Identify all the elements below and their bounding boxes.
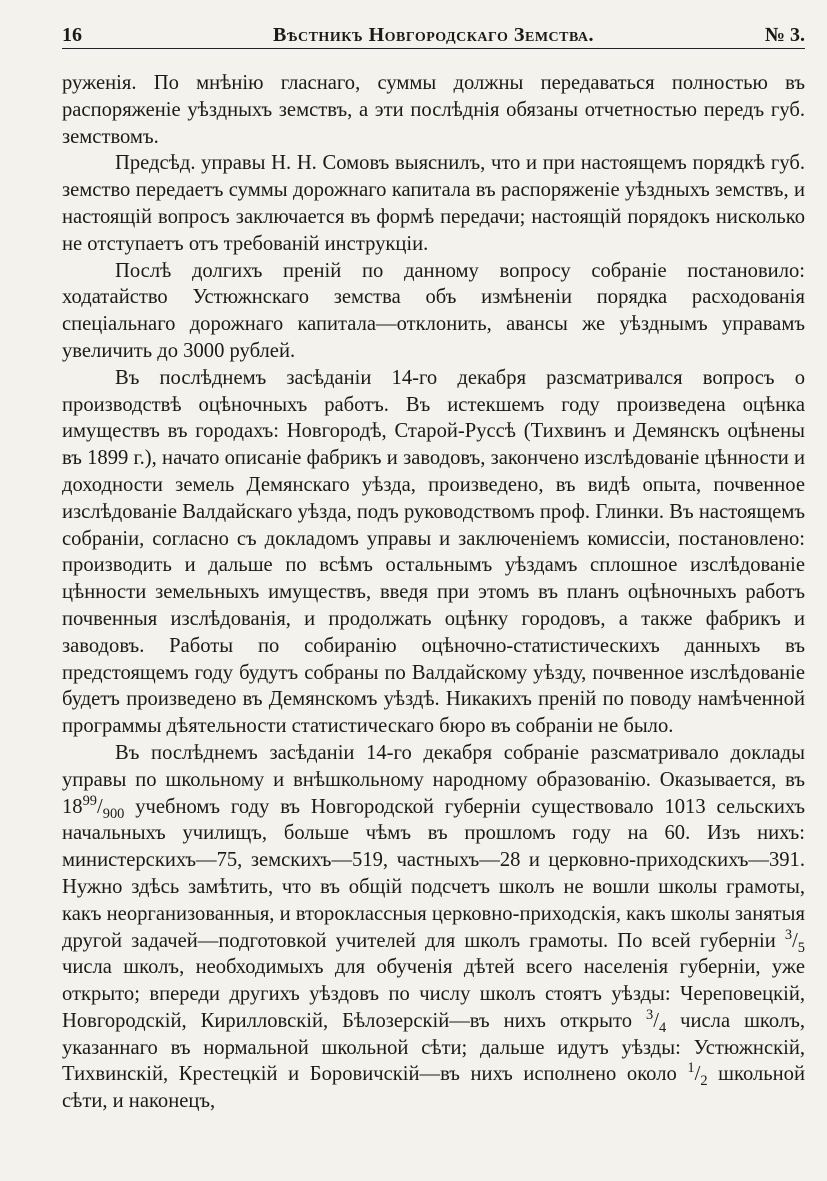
fraction-three-fifths-numerator: 3 (784, 926, 793, 943)
fraction-one-half-numerator: 1 (687, 1060, 695, 1077)
paragraph-1: руженія. По мнѣнію гласнаго, суммы должны передаваться полностью въ распоряженіе уѣздныхъ земствъ, а эти послѣднія обязаны отчетностью передъ губ. земствомъ. (62, 72, 805, 148)
journal-title: Вѣстникъ Новгородскаго Земства. (272, 24, 595, 46)
fraction-three-quarters-denominator: 4 (658, 1020, 667, 1036)
paragraph-5: Въ послѣднемъ засѣданіи 14-го декабря собраніе разсматривало доклады управы по школьному и внѣшкольному народному образованію. Оказывается, въ $18^{99}/_{900}$ учебномъ году въ Новгородской губерніи существовало 1013 сельскихъ начальныхъ училищъ, больше чѣмъ въ прошломъ году на 60. Изъ нихъ: министерскихъ—75, земскихъ—519, частныхъ—28 и церковно-приходскихъ—391. Нужно здѣсь замѣтить, что въ общій подсчетъ школъ не вошли школы грамоты, какъ неорганизованныя, и второклассныя церковно-приходскія, какъ школы занятыя другой задачей—подготовкой учителей для школъ грамоты. По всей губерніи $^3/_5$ числа школъ, необходимыхъ для обученія дѣтей всего населенія губерніи, уже открыто; впереди другихъ уѣздовъ по числу школъ стоятъ уѣзды: Череповецкій, Новгородскій, Кирилловскій, Бѣлозерскій—въ нихъ открыто $^3/_4$ числа школъ, указаннаго въ нормальной школьной сѣти; дальше идутъ уѣзды: Устюжнскій, Тихвинскій, Крестецкій и Боровичскій—въ нихъ исполнено около $^1/_2$ школьной сѣти, и наконецъ, (62, 741, 805, 1113)
article-body (62, 70, 805, 1115)
paragraph-2: Предсѣд. управы Н. Н. Сомовъ выяснилъ, что и при настоящемъ порядкѣ губ. земство передаетъ суммы дорожнаго капитала въ распоряженіе уѣздныхъ земствъ, и настоящій вопросъ заключается въ формѣ передачи; настоящій порядокъ нисколько не отступаетъ отъ требованій инструкціи. (62, 152, 805, 255)
paragraph-4: Въ послѣднемъ засѣданіи 14-го декабря разсматривался вопросъ о производствѣ оцѣночныхъ работъ. Въ истекшемъ году произведена оцѣнка имуществъ въ городахъ: Новгородѣ, Старой-Руссѣ (Тихвинъ и Демянскъ оцѣнены въ 1899 г.), начато описаніе фабрикъ и заводовъ, закончено изслѣдованіе цѣнности и доходности земель Демянскаго уѣзда, произведено, въ видѣ опыта, почвенное изслѣдованіе Валдайскаго уѣзда, подъ руководствомъ проф. Глинки. Въ настоящемъ собраніи, согласно съ докладомъ управы и заключеніемъ комиссіи, постановлено: производить и дальше по всѣмъ остальнымъ уѣздамъ сплошное изслѣдованіе цѣнности земельныхъ имуществъ, введя при этомъ въ планъ оцѣночныхъ работъ почвенныя изслѣдованія, и продолжать оцѣнку городовъ, а также фабрикъ и заводовъ. Работы по собиранію оцѣночно-статистическихъ данныхъ въ предстоящемъ году будутъ собраны по Валдайскому уѣзду, почвенное изслѣдованіе будетъ произведено въ Демянскомъ уѣздѣ. Никакихъ преній по поводу намѣченной программы дѣятельности статистическаго бюро въ собраніи не было. (62, 366, 805, 738)
year-fraction-denominator: 900 (102, 805, 125, 822)
fraction-one-half-denominator: 2 (700, 1073, 708, 1090)
year-fraction-numerator: 99 (82, 792, 97, 809)
issue-number: № 3. (764, 24, 805, 46)
fraction-three-quarters-numerator: 3 (646, 1007, 654, 1024)
fraction-three-fifths-denominator: 5 (797, 939, 805, 956)
paragraph-3: Послѣ долгихъ преній по данному вопросу собраніе постановило: ходатайство Устюжнскаго земства объ измѣненіи порядка расходованія спеціальнаго дорожнаго капитала—отклонить, авансы же уѣзднымъ управамъ увеличить до 3000 рублей. (62, 259, 805, 362)
page-number: 16 (62, 24, 82, 46)
running-header (62, 22, 805, 49)
